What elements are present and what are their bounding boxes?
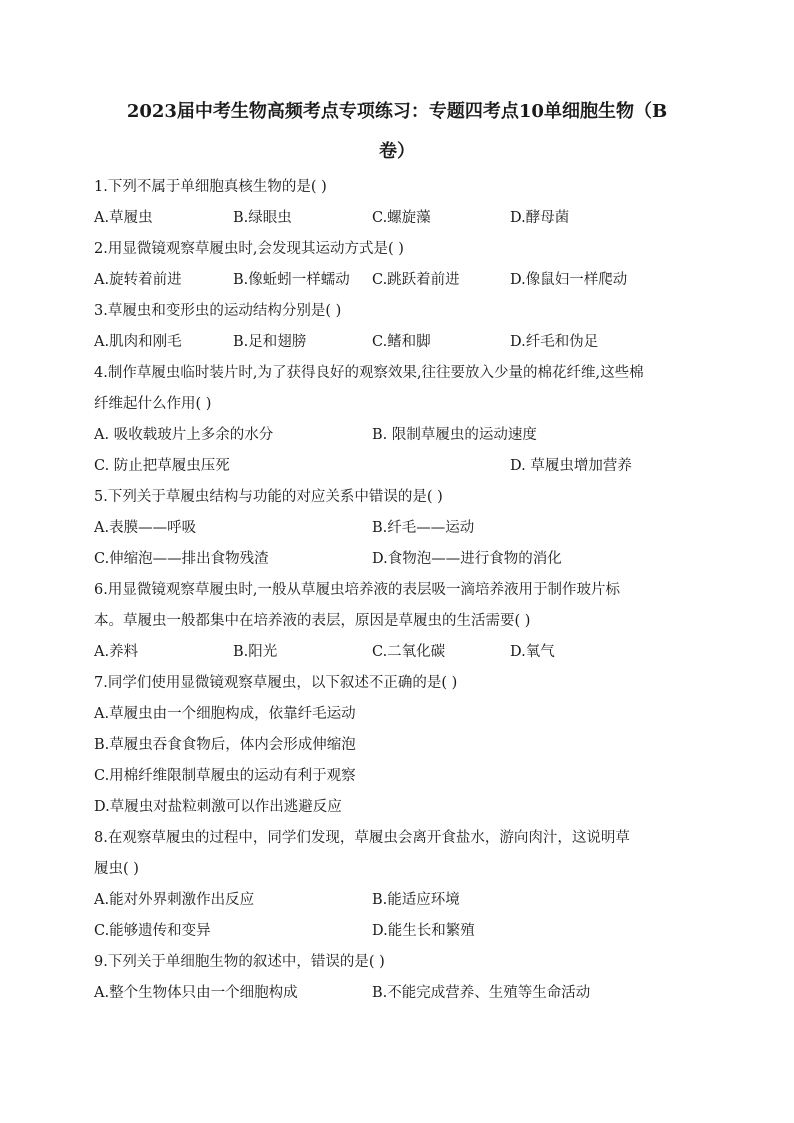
- question-stem: 5.下列关于草履虫结构与功能的对应关系中错误的是( ): [94, 489, 443, 505]
- document-title-line1: 2023届中考生物高频考点专项练习：专题四考点10单细胞生物（B: [126, 101, 668, 122]
- question-stem-line2: 纤维起什么作用( ): [94, 396, 212, 412]
- option-c: C.能够遗传和变异: [94, 923, 211, 939]
- option-b: B.足和翅膀: [233, 334, 307, 350]
- option-d: D.纤毛和伪足: [510, 334, 599, 350]
- option-d: D. 草履虫增加营养: [510, 458, 632, 474]
- option-b: B.像蚯蚓一样蠕动: [233, 272, 350, 288]
- question-stem-line1: 6.用显微镜观察草履虫时,一般从草履虫培养液的表层吸一滴培养液用于制作玻片标: [94, 582, 620, 598]
- option-a: A.草履虫: [94, 210, 153, 226]
- option-row: [94, 327, 704, 358]
- option-a: A.表膜——呼吸: [94, 520, 197, 536]
- option-c: C.螺旋藻: [372, 210, 431, 226]
- option-row: [94, 637, 704, 668]
- option-c: C. 防止把草履虫压死: [94, 458, 230, 474]
- option-a: A.旋转着前进: [94, 272, 182, 288]
- option-d: D.像鼠妇一样爬动: [510, 272, 628, 288]
- option-d: D.氧气: [510, 644, 555, 660]
- option-b: B.草履虫吞食食物后，体内会形成伸缩泡: [94, 737, 356, 753]
- option-d: D.食物泡——进行食物的消化: [372, 551, 562, 567]
- option-a: A.肌肉和刚毛: [94, 334, 182, 350]
- option-row: [94, 978, 704, 1009]
- question-stem-line1: 8.在观察草履虫的过程中，同学们发现，草履虫会离开食盐水，游向肉汁，这说明草: [94, 830, 630, 846]
- option-row: [94, 420, 704, 451]
- option-a: A.能对外界刺激作出反应: [94, 892, 255, 908]
- option-row: [94, 265, 704, 296]
- question-stem: 1.下列不属于单细胞真核生物的是( ): [94, 179, 327, 195]
- question-stem-line2: 本。草履虫一般都集中在培养液的表层，原因是草履虫的生活需要( ): [94, 613, 531, 629]
- option-b: B.绿眼虫: [233, 210, 292, 226]
- question-list: [94, 172, 704, 1009]
- option-c: C.鳍和脚: [372, 334, 431, 350]
- option-b: B. 限制草履虫的运动速度: [372, 427, 537, 443]
- option-b: B.能适应环境: [372, 892, 460, 908]
- question-stem: 3.草履虫和变形虫的运动结构分别是( ): [94, 303, 342, 319]
- document-title-line2: 卷）: [379, 141, 415, 162]
- option-c: C.二氧化碳: [372, 644, 446, 660]
- option-c: C.伸缩泡——排出食物残渣: [94, 551, 269, 567]
- option-row: [94, 916, 704, 947]
- option-row: [94, 451, 704, 482]
- question-stem: 9.下列关于单细胞生物的叙述中，错误的是( ): [94, 954, 385, 970]
- option-d: D.草履虫对盐粒刺激可以作出逃避反应: [94, 799, 342, 815]
- option-c: C.跳跃着前进: [372, 272, 460, 288]
- question-stem-line2: 履虫( ): [94, 861, 139, 877]
- option-a: A.养料: [94, 644, 139, 660]
- option-a: A.草履虫由一个细胞构成，依靠纤毛运动: [94, 706, 356, 722]
- option-b: B.不能完成营养、生殖等生命活动: [372, 985, 591, 1001]
- option-d: D.能生长和繁殖: [372, 923, 475, 939]
- option-d: D.酵母菌: [510, 210, 570, 226]
- option-row: [94, 544, 704, 575]
- option-row: [94, 203, 704, 234]
- option-row: [94, 513, 704, 544]
- option-c: C.用棉纤维限制草履虫的运动有利于观察: [94, 768, 356, 784]
- question-stem: 2.用显微镜观察草履虫时,会发现其运动方式是( ): [94, 241, 404, 257]
- option-a: A. 吸收载玻片上多余的水分: [94, 427, 274, 443]
- question-stem-line1: 4.制作草履虫临时装片时,为了获得良好的观察效果,往往要放入少量的棉花纤维,这些棉: [94, 365, 644, 381]
- option-b: B.阳光: [233, 644, 278, 660]
- option-b: B.纤毛——运动: [372, 520, 475, 536]
- option-row: [94, 885, 704, 916]
- option-a: A.整个生物体只由一个细胞构成: [94, 985, 298, 1001]
- question-stem: 7.同学们使用显微镜观察草履虫，以下叙述不正确的是( ): [94, 675, 458, 691]
